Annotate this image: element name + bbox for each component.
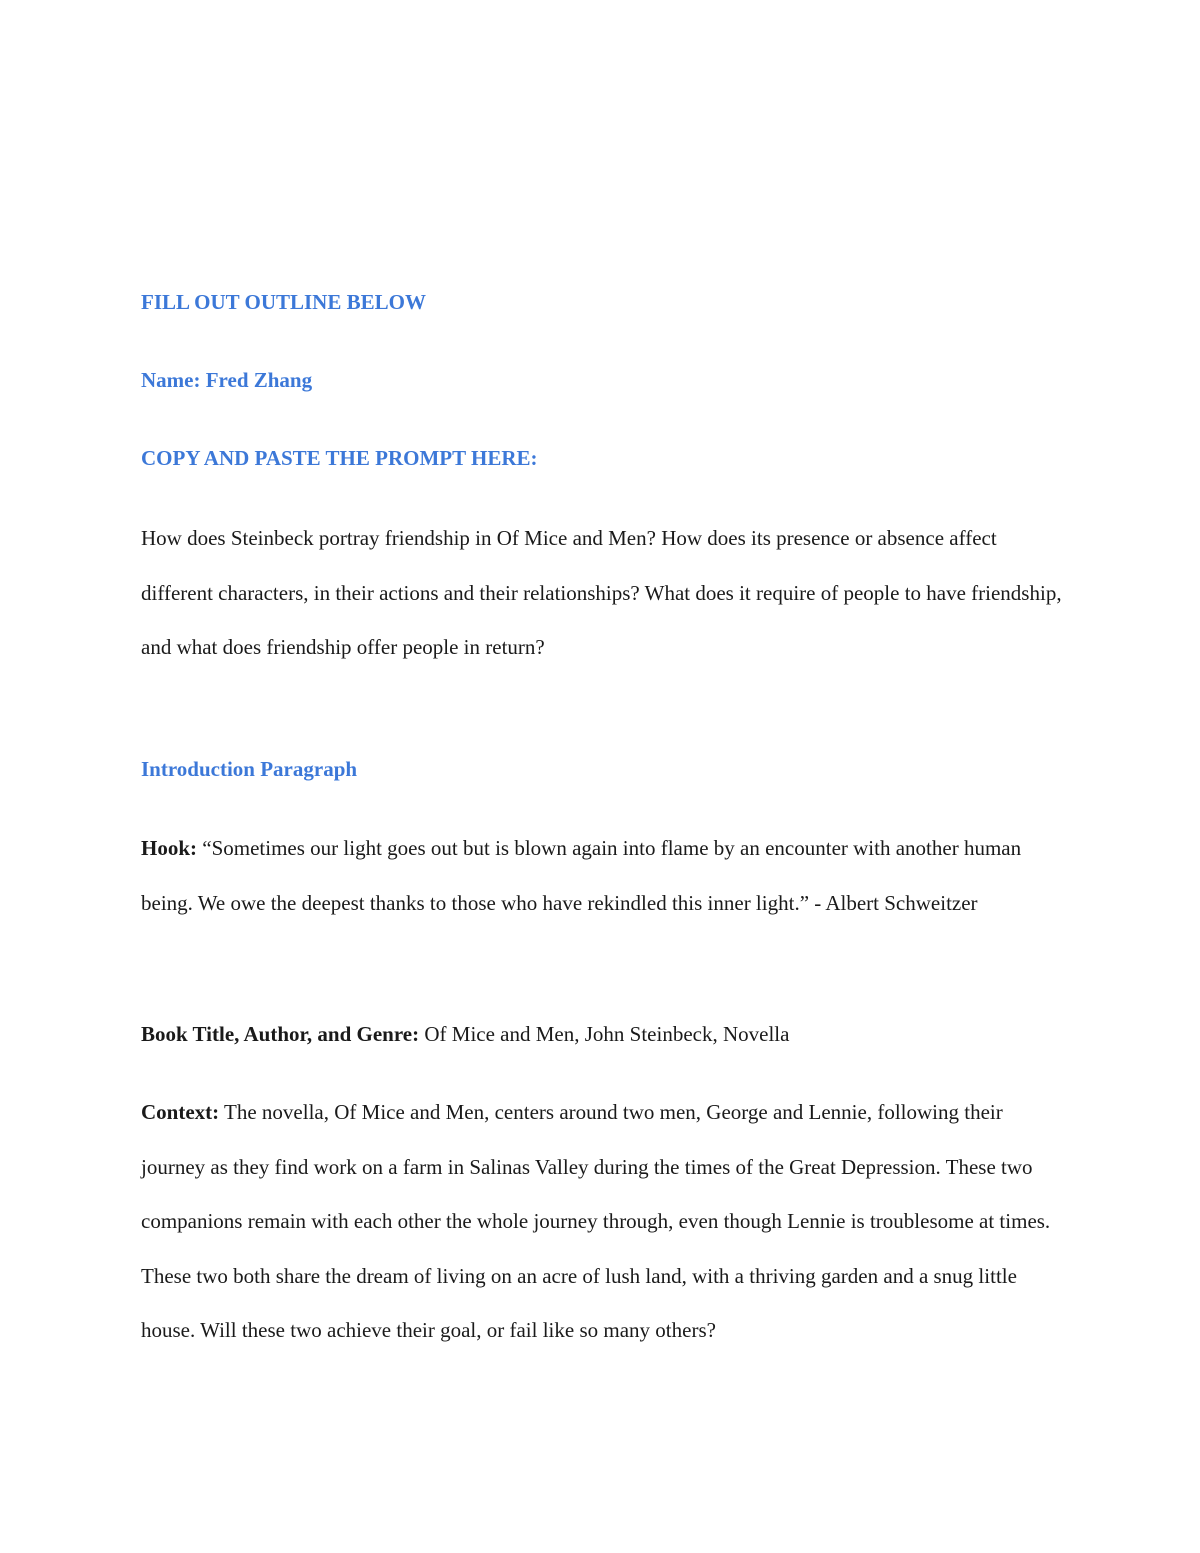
context-label: Context: [141,1100,220,1124]
book-info-paragraph [141,1007,1071,1062]
name-line: Name: Fred Zhang [141,368,313,392]
hook-paragraph [141,821,1071,930]
book-label: Book Title, Author, and Genre: [141,1022,420,1046]
context-text: The novella, Of Mice and Men, centers around two men, George and Lennie, following their journey as they find work on a farm in Salinas Valley during the times of the Great Depression. These two companions remain with each other the whole journey through, even though Lennie is troublesome at times. These two both share the dream of living on an acre of lush land, with a thriving garden and a snug little house. Will these two achieve their goal, or fail like so many others? [141,1100,1051,1342]
intro-heading: Introduction Paragraph [141,757,358,781]
book-text: Of Mice and Men, John Steinbeck, Novella [424,1022,790,1046]
prompt-heading: COPY AND PASTE THE PROMPT HERE: [141,446,538,470]
hook-label: Hook: [141,836,198,860]
context-paragraph [141,1085,1071,1358]
hook-text: “Sometimes our light goes out but is blown again into flame by an encounter with another human being. We owe the deepest thanks to those who have rekindled this inner light.” - Albert Schweitzer [141,836,1022,915]
prompt-text: How does Steinbeck portray friendship in Of Mice and Men? How does its presence or absence affect different characters, in their actions and their relationships? What does it require of people to have friendship, and what does friendship offer people in return? [141,526,1062,659]
outline-header: FILL OUT OUTLINE BELOW [141,290,426,314]
